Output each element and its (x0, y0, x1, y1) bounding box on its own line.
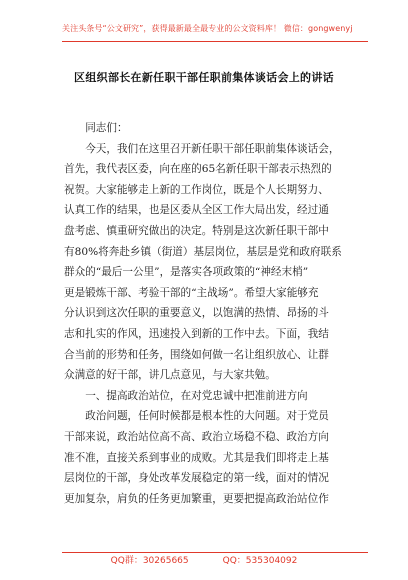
footer-contacts (0, 555, 408, 567)
body-line: 有80%将奔赴乡镇（街道）基层岗位，基层是党和政府联系 (64, 245, 342, 258)
body-line: 认真工作的结果，也是区委从全区工作大局出发，经过通 (64, 204, 329, 217)
salutation: 同志们： (85, 122, 128, 134)
body-line: 更加复杂，肩负的任务更加繁重，更要把提高政治站位作 (64, 492, 329, 505)
body-line: 干部来说，政治站位高不高、政治立场稳不稳、政治方向 (64, 430, 329, 443)
document-body (64, 118, 364, 509)
body-line: 众满意的好干部，讲几点意见，与大家共勉。 (64, 369, 276, 382)
footer-qq: QQ：535304092 (222, 556, 298, 566)
body-line: 今天，我们在这里召开新任职干部任职前集体谈话会， (85, 142, 340, 155)
body-line: 群众的“最后一公里”，是落实各项政策的“神经末梢” (64, 266, 309, 279)
document-title: 区组织部长在新任职干部任职前集体谈话会上的讲话 (74, 71, 334, 84)
header-notice: 关注头条号“公文研究”，获得最新最全最专业的公文资料库！ 微信：gongwenyj (62, 24, 353, 33)
body-line: 首先，我代表区委，向在座的65名新任职干部表示热烈的 (64, 163, 332, 176)
body-line: 合当前的形势和任务，围绕如何做一名让组织放心、让群 (64, 348, 329, 361)
body-line: 更是锻炼干部、考验干部的“主战场”。希望大家能够充 (64, 286, 319, 299)
body-line: 政治问题，任何时候都是根本性的大问题。对于党员 (85, 410, 329, 423)
body-line: 层岗位的干部，身处改革发展稳定的第一线，面对的情况 (64, 472, 329, 485)
footer-divider (62, 552, 368, 553)
body-line: 准不准，直接关系到事业的成败。尤其是我们即将走上基 (64, 451, 329, 464)
footer-qq-group: QQ群：30265665 (110, 556, 189, 566)
body-line: 祝贺。大家能够走上新的工作岗位，既是个人长期努力、 (64, 183, 329, 196)
section-heading: 一、提高政治站位，在对党忠诚中把准前进方向 (85, 389, 308, 402)
body-line: 分认识到这次任职的重要意义，以饱满的热情、昂扬的斗 (64, 307, 329, 320)
header-divider (62, 41, 368, 42)
body-line: 盘考虑、慎重研究做出的决定。特别是这次新任职干部中 (64, 224, 329, 237)
body-line: 志和扎实的作风，迅速投入到新的工作中去。下面，我结 (64, 327, 329, 340)
